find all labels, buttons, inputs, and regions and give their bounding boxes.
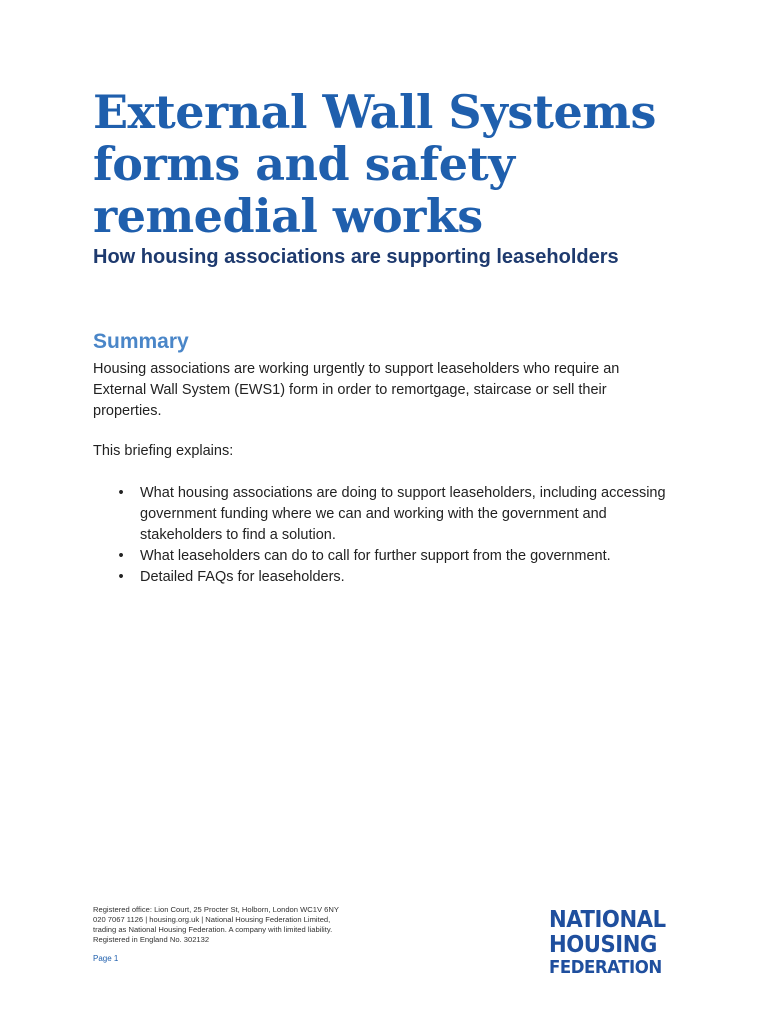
briefing-bullet-list (93, 483, 673, 588)
footer-line: trading as National Housing Federation. A company with limited liability. (93, 925, 333, 934)
footer-line: 020 7067 1126 | housing.org.uk | National Housing Federation Limited, (93, 915, 331, 924)
logo-line-housing: HOUSING (549, 932, 657, 958)
bullet-icon: • (118, 548, 124, 564)
bullet-item (93, 567, 673, 588)
summary-paragraph: Housing associations are working urgently to support leaseholders who require an External Wall System (EWS1) form in order to remortgage, staircase or sell their properties. (93, 361, 620, 419)
bullet-icon: • (118, 569, 124, 585)
bullet-text: What housing associations are doing to support leaseholders, including accessing government funding where we can and working with the government and stakeholders to find a solution. (140, 485, 666, 543)
bullet-icon: • (118, 485, 124, 501)
document-subtitle: How housing associations are supporting leaseholders (93, 246, 619, 268)
bullet-item (93, 546, 673, 567)
logo-line-national: NATIONAL (549, 907, 666, 933)
document-title: External Wall Systems forms and safety remedial works (93, 85, 656, 243)
logo-line-federation: FEDERATION (549, 957, 662, 978)
page-number: Page 1 (93, 954, 119, 963)
bullet-text: What leaseholders can do to call for further support from the government. (140, 548, 611, 564)
footer-registered-office (93, 905, 393, 945)
footer-line: Registered office: Lion Court, 25 Procter St, Holborn, London WC1V 6NY (93, 905, 339, 914)
footer-line: Registered in England No. 302132 (93, 935, 210, 944)
nhf-logo (549, 908, 679, 977)
bullet-text: Detailed FAQs for leaseholders. (140, 569, 345, 585)
summary-heading: Summary (93, 330, 189, 353)
bullet-item (93, 483, 673, 546)
briefing-intro: This briefing explains: (93, 443, 234, 459)
